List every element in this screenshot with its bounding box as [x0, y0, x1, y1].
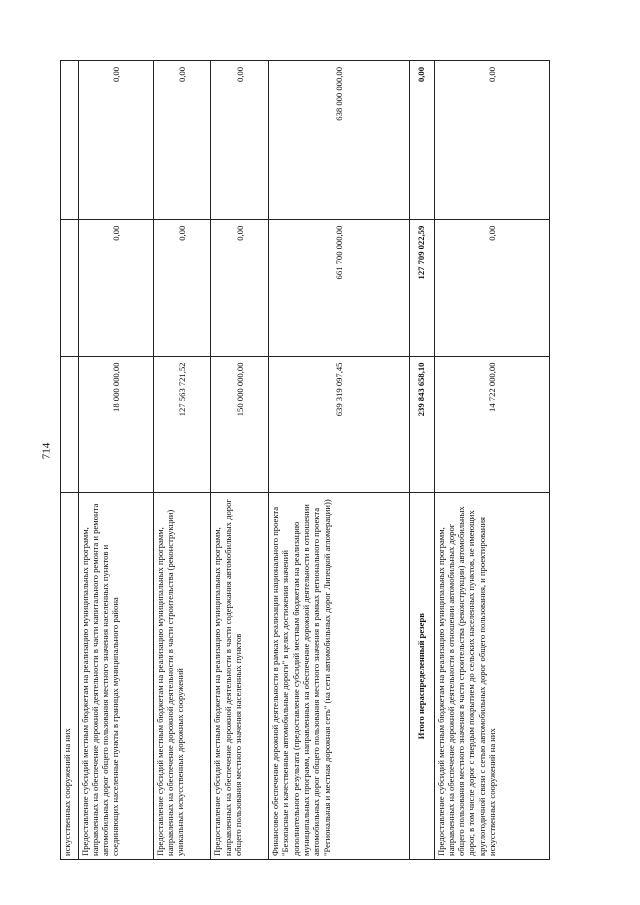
- page-number: 714: [40, 442, 53, 460]
- row-value-year3-cell: 0,00: [434, 61, 549, 220]
- row-name-cell: Предоставление субсидий местным бюджетам на реализацию муниципальных программ, направленных на обеспечение дорожной деятельности в части строительства (реконструкции) уникальных искусственных дорожных сооружений: [153, 493, 211, 860]
- row-value-year2-cell: [61, 219, 79, 356]
- row-value-year2-cell: 0,00: [434, 219, 549, 356]
- table-row: [78, 61, 153, 860]
- row-name-cell: Предоставление субсидий местным бюджетам на реализацию муниципальных программ, направленных на обеспечение дорожной деятельности в части содержания автомобильных дорог общего пользования местного значения населенных пунктов: [211, 493, 269, 860]
- row-value-year1-cell: 239 843 658,10: [409, 356, 434, 493]
- row-name-cell: Итого нераспределенный резерв: [409, 493, 434, 860]
- row-name-cell: Предоставление субсидий местным бюджетам на реализацию муниципальных программ, направленных на обеспечение дорожной деятельности в отношении автомобильных дорог общего пользования местного значения в части строительства (реконструкции) автомобильных дорог, в том числе дорог с твердым покрытием до сельских населенных пунктов, не имеющих круглогодичной связи с сетью автомобильных дорог общего пользования, и проектирования искусственных сооружений на них: [434, 493, 549, 860]
- row-value-year3-cell: [61, 61, 79, 220]
- row-value-year2-cell: 0,00: [78, 219, 153, 356]
- row-value-year1-cell: 150 000 000,00: [211, 356, 269, 493]
- table-row: [153, 61, 211, 860]
- row-value-year3-cell: 0,00: [78, 61, 153, 220]
- budget-table: [60, 60, 550, 860]
- row-name-cell: Финансовое обеспечение дорожной деятельности в рамках реализации национального проекта "Безопасные и качественные автомобильные дороги" в целях достижения значений дополнительного результата (предоставление субсидий местным бюджетам на реализацию муниципальных программ, направленных на обеспечение дорожной деятельности в отношении автомобильных дорог общего пользования местного значения в рамках регионального проекта "Региональная и местная дорожная сеть" (на сети автомобильных дорог Липецкой агломерации)): [269, 493, 409, 860]
- table-row: [269, 61, 409, 860]
- row-value-year3-cell: 0,00: [211, 61, 269, 220]
- row-value-year1-cell: 639 319 097,45: [269, 356, 409, 493]
- row-name-cell: Предоставление субсидий местным бюджетам на реализацию муниципальных программ, направленных на обеспечение дорожной деятельности в части капитального ремонта и ремонта автомобильных дорог общего пользования местного значения населенных пунктов и соединяющих населенные пункты в границах муниципального района: [78, 493, 153, 860]
- table-row: [61, 61, 79, 860]
- row-value-year1-cell: [61, 356, 79, 493]
- row-value-year2-cell: 0,00: [211, 219, 269, 356]
- rotated-table-page: [60, 60, 550, 860]
- table-body: [61, 61, 550, 860]
- row-value-year3-cell: 0,00: [409, 61, 434, 220]
- table-row: [434, 61, 549, 860]
- row-value-year2-cell: 0,00: [153, 219, 211, 356]
- row-value-year2-cell: 127 709 022,59: [409, 219, 434, 356]
- table-row: [409, 61, 434, 860]
- row-value-year1-cell: 127 563 721,52: [153, 356, 211, 493]
- row-value-year2-cell: 661 700 000,00: [269, 219, 409, 356]
- row-value-year1-cell: 14 722 000,00: [434, 356, 549, 493]
- row-value-year1-cell: 18 000 000,00: [78, 356, 153, 493]
- table-container: [60, 60, 550, 860]
- row-value-year3-cell: 0,00: [153, 61, 211, 220]
- row-value-year3-cell: 638 000 000,00: [269, 61, 409, 220]
- row-name-cell: искусственных сооружений на них: [61, 493, 79, 860]
- table-row: [211, 61, 269, 860]
